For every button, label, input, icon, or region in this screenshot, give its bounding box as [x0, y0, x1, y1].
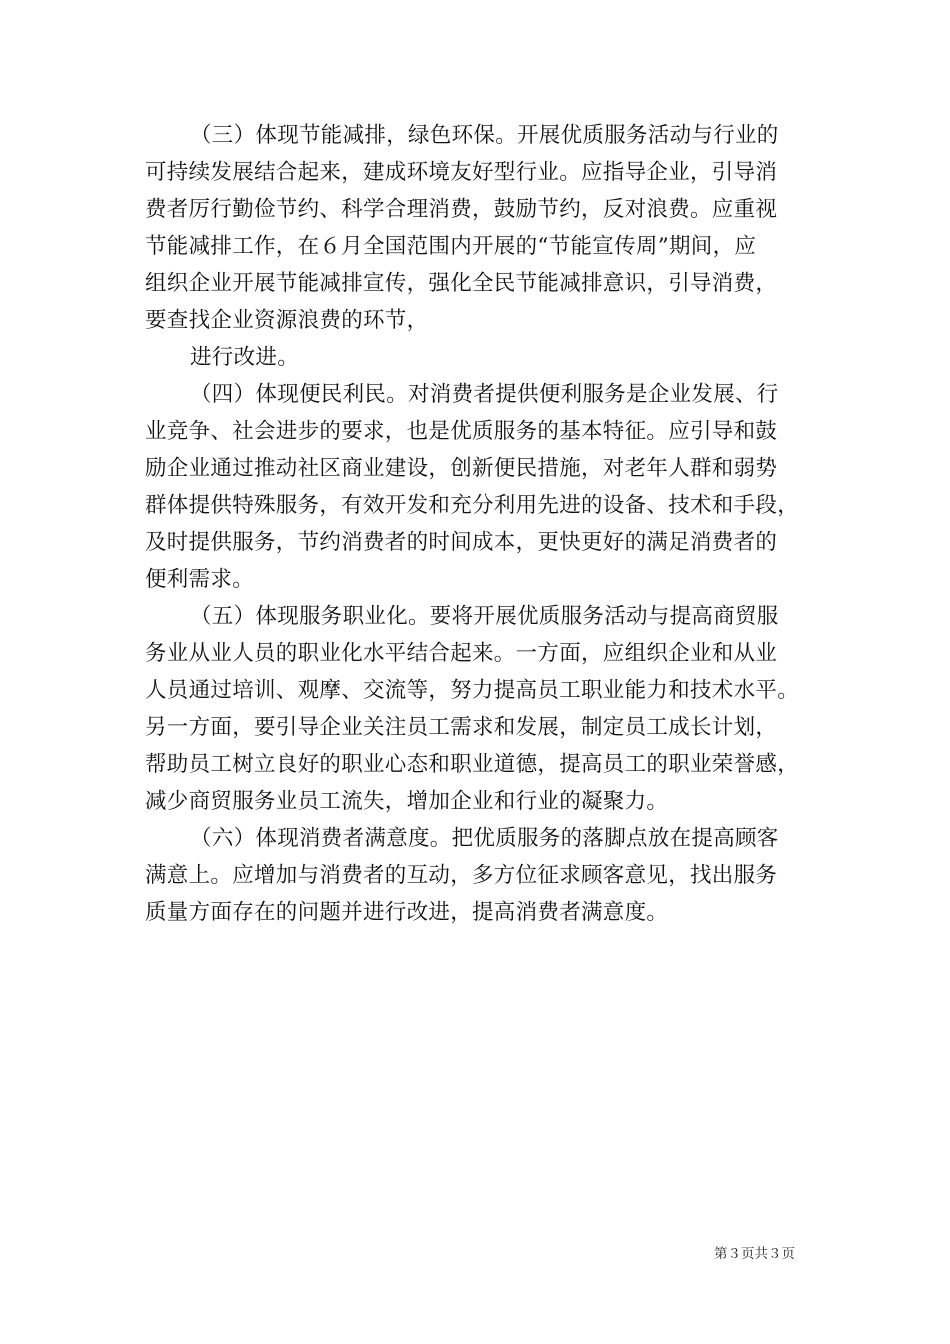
text-line: 帮助员工树立良好的职业心态和职业道德，提高员工的职业荣誉感，: [145, 752, 800, 777]
text-line: 便利需求。: [145, 567, 255, 592]
text-line: 励企业通过推动社区商业建设，创新便民措施，对老年人群和弱势: [145, 456, 778, 481]
text-line: 业竞争、社会进步的要求，也是优质服务的基本特征。应引导和鼓: [145, 419, 778, 444]
text-line: 进行改进。: [190, 345, 300, 370]
text-line: （六）体现消费者满意度。把优质服务的落脚点放在提高顾客: [190, 826, 779, 851]
text-line: 满意上。应增加与消费者的互动，多方位征求顾客意见，找出服务: [145, 863, 778, 888]
page-number: 第３页共３页: [714, 1246, 795, 1262]
text-line: 群体提供特殊服务，有效开发和充分利用先进的设备、技术和手段，: [145, 493, 800, 518]
text-line: （三）体现节能减排，绿色环保。开展优质服务活动与行业的: [190, 123, 779, 148]
text-line: 及时提供服务，节约消费者的时间成本，更快更好的满足消费者的: [145, 530, 778, 555]
text-line: 要查找企业资源浪费的环节，: [145, 308, 429, 333]
text-line: 节能减排工作，在６月全国范围内开展的“节能宣传周”期间，应: [145, 234, 757, 259]
text-line: 组织企业开展节能减排宣传，强化全民节能减排意识，引导消费，: [145, 271, 778, 296]
text-line: 费者厉行勤俭节约、科学合理消费，鼓励节约，反对浪费。应重视: [145, 197, 778, 222]
text-line: 可持续发展结合起来，建成环境友好型行业。应指导企业，引导消: [145, 160, 778, 185]
text-line: 人员通过培训、观摩、交流等，努力提高员工职业能力和技术水平。: [145, 678, 800, 703]
text-line: 务业从业人员的职业化水平结合起来。一方面，应组织企业和从业: [145, 641, 778, 666]
text-line: （四）体现便民利民。对消费者提供便利服务是企业发展、行: [190, 382, 779, 407]
text-line: 质量方面存在的问题并进行改进，提高消费者满意度。: [145, 900, 669, 925]
text-line: （五）体现服务职业化。要将开展优质服务活动与提高商贸服: [190, 604, 779, 629]
text-line: 减少商贸服务业员工流失，增加企业和行业的凝聚力。: [145, 789, 669, 814]
text-line: 另一方面，要引导企业关注员工需求和发展，制定员工成长计划，: [145, 715, 778, 740]
